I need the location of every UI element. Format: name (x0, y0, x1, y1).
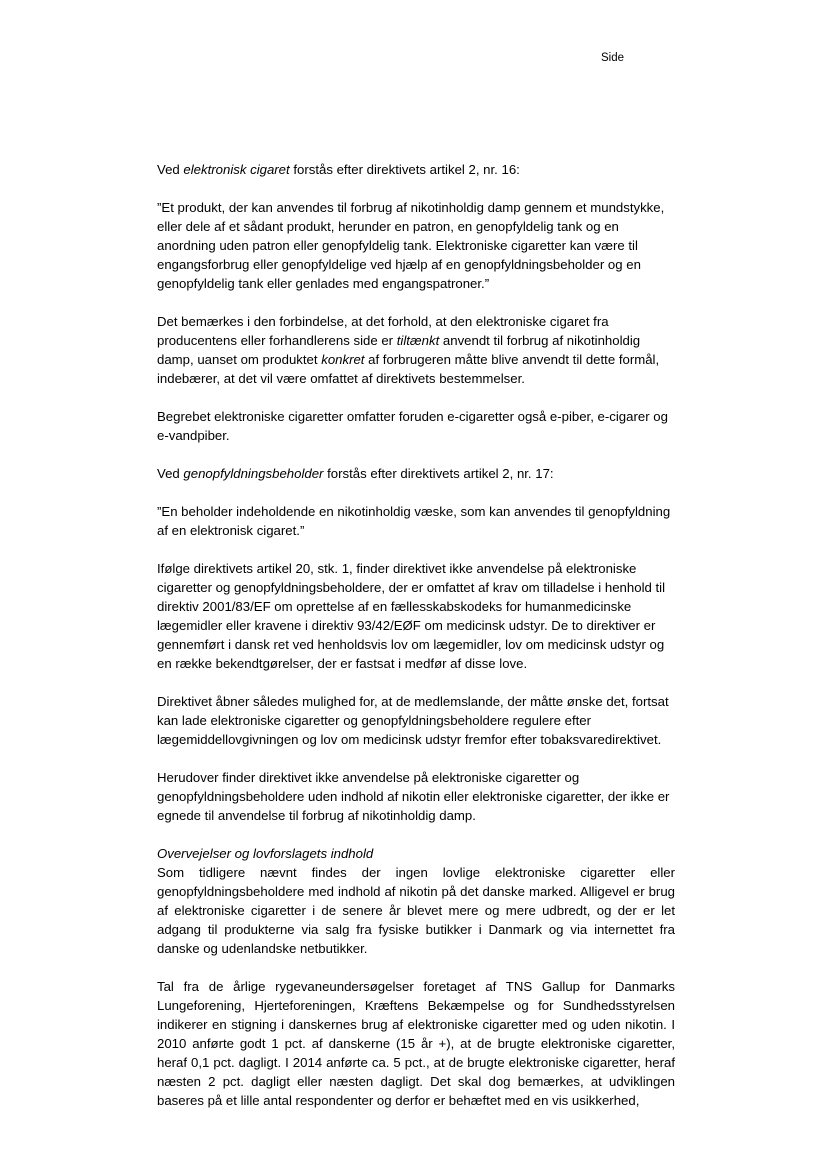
italic-text: elektronisk cigaret (183, 162, 290, 177)
text: Ved (157, 162, 184, 177)
page-number-header: Side (601, 52, 625, 64)
italic-text: genopfyldningsbeholder (183, 466, 324, 481)
text: Herudover finder direktivet ikke anvendelse på elektroniske cigaretter og genopfyldningsbeholdere uden indhold af nikotin eller elektroniske cigaretter, der ikke er egnede til anvendelse til forbrug af nikotinholdig damp. (157, 770, 670, 823)
text: Tal fra de årlige rygevaneundersøgelser foretaget af TNS Gallup for Danmarks Lungeforening, Hjerteforeningen, Kræftens Bekæmpelse og for Sundhedsstyrelsen indikerer en stigning i danskernes brug af elektroniske cigaretter med og uden nikotin. I 2010 anførte godt 1 pct. af danskerne (15 år +), at de brugte elektroniske cigaretter, heraf 0,1 pct. dagligt. I 2014 anførte ca. 5 pct., at de brugte elektroniske cigaretter, heraf næsten 2 pct. dagligt eller næsten dagligt. Det skal dog bemærkes, at udviklingen baseres på et lille antal respondenter og derfor er behæftet med en vis usikkerhed, (157, 979, 675, 1108)
text: forstås efter direktivets artikel 2, nr. 17: (323, 466, 554, 481)
text: anvendt til forbrug af nikotinholdig damp, uanset om produktet (157, 333, 641, 367)
paragraph (157, 863, 675, 958)
text: af forbrugeren måtte blive anvendt til dette formål, indebærer, at det vil være omfattet af direktivets bestemmelser. (157, 352, 660, 386)
text: Ved (157, 466, 184, 481)
paragraph (157, 977, 675, 1110)
paragraph (157, 559, 675, 673)
text: Begrebet elektroniske cigaretter omfatter foruden e-cigaretter også e-piber, e-cigarer og e-vandpiber. (157, 409, 668, 443)
italic-text: tiltænkt (396, 333, 440, 348)
paragraph (157, 198, 675, 293)
text: Ifølge direktivets artikel 20, stk. 1, finder direktivet ikke anvendelse på elektroniske cigaretter og genopfyldningsbeholdere, der er omfattet af krav om tilladelse i henhold til direktiv 2001/83/EF om oprettelse af en fællesskabskodeks for humanmedicinske lægemidler eller kravene i direktiv 93/42/EØF om medicinsk udstyr. De to direktiver er gennemført i dansk ret ved henholdsvis lov om lægemidler, lov om medicinsk udstyr og en række bekendtgørelser, der er fastsat i medfør af disse love. (157, 561, 666, 671)
paragraph (157, 464, 675, 483)
text: Som tidligere nævnt findes der ingen lovlige elektroniske cigaretter eller genopfyldningsbeholdere med indhold af nikotin på det danske marked. Alligevel er brug af elektroniske cigaretter i de senere år blevet mere og mere udbredt, og der er let adgang til produkterne via salg fra fysiske butikker i Danmark og via internettet fra danske og udenlandske netbutikker. (157, 865, 675, 956)
section-heading (157, 844, 675, 863)
paragraph (157, 502, 675, 540)
paragraph (157, 312, 675, 388)
text: Direktivet åbner således mulighed for, at de medlemslande, der måtte ønske det, fortsat kan lade elektroniske cigaretter og genopfyldningsbeholdere regulere efter lægemiddellovgivningen og lov om medicinsk udstyr fremfor efter tobaksvaredirektivet. (157, 694, 669, 747)
paragraph (157, 407, 675, 445)
text: forstås efter direktivets artikel 2, nr. 16: (289, 162, 520, 177)
paragraph (157, 768, 675, 825)
paragraph (157, 692, 675, 749)
document-body (157, 160, 675, 1129)
paragraph (157, 160, 675, 179)
italic-text: Overvejelser og lovforslagets indhold (157, 846, 374, 861)
text: ”Et produkt, der kan anvendes til forbrug af nikotinholdig damp gennem et mundstykke, eller dele af et sådant produkt, herunder en patron, en genopfyldelig tank og en anordning uden patron eller genopfyldelig tank. Elektroniske cigaretter kan være til engangsforbrug eller genopfyldelige ved hjælp af en genopfyldningsbeholder og en genopfyldelig tank eller genlades med engangspatroner.” (157, 200, 665, 291)
italic-text: konkret (321, 352, 365, 367)
text: ”En beholder indeholdende en nikotinholdig væske, som kan anvendes til genopfyldning af en elektronisk cigaret.” (157, 504, 671, 538)
text: Det bemærkes i den forbindelse, at det forhold, at den elektroniske cigaret fra producentens eller forhandlerens side er (157, 314, 609, 348)
